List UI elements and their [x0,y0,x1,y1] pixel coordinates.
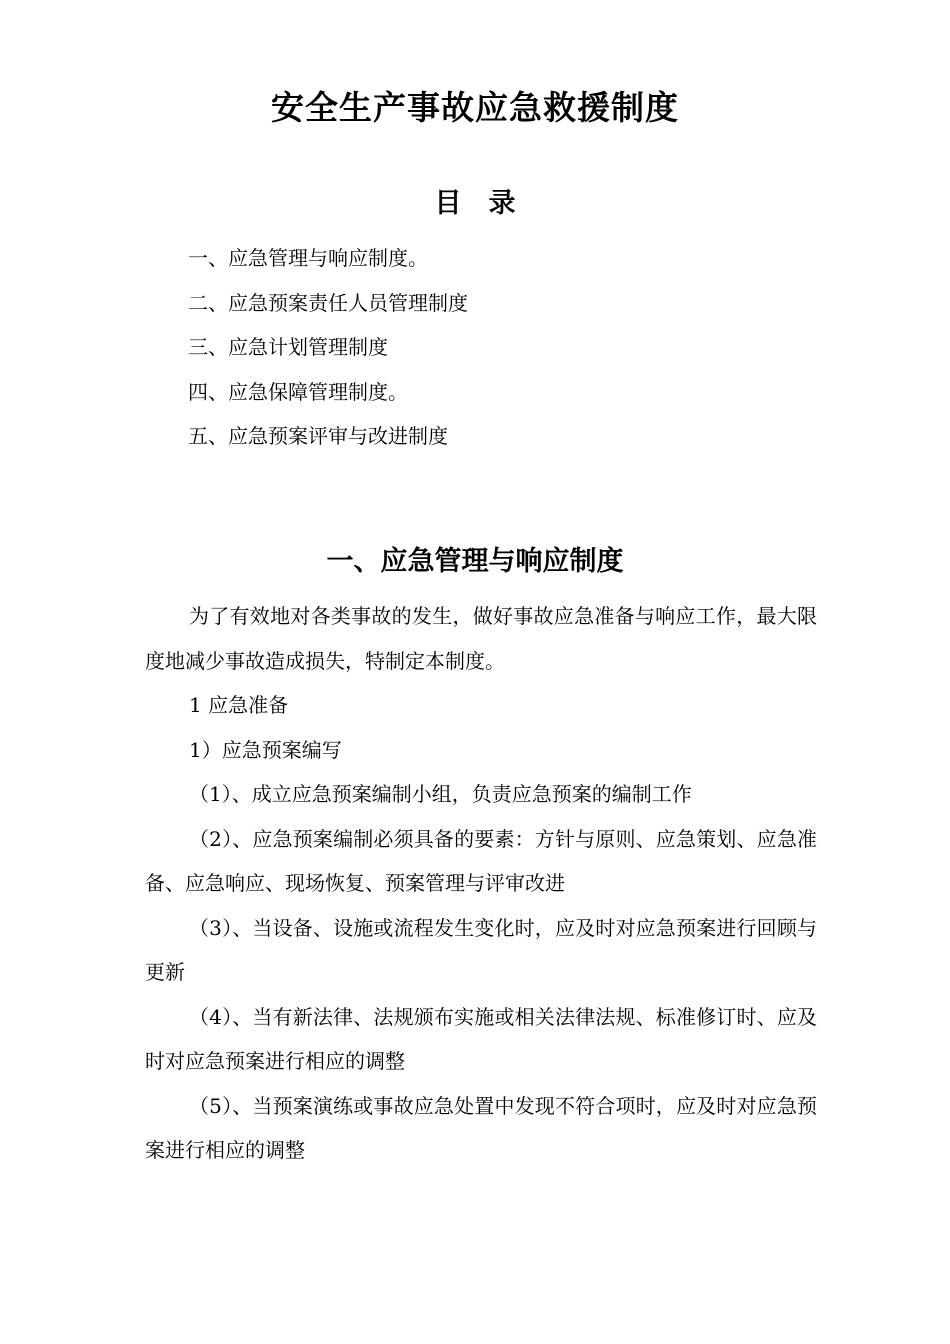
toc-item: 一、应急管理与响应制度。 [188,246,428,270]
toc-heading: 目 录 [434,188,516,219]
paragraph: （5）、当预案演练或事故应急处置中发现不符合项时，应及时对应急预案进行相应的调整 [145,1093,817,1162]
toc-item: 二、应急预案责任人员管理制度 [188,290,468,315]
paragraph: （4）、当有新法律、法规颁布实施或相关法律法规、标准修订时、应及时对应急预案进行相应的调整 [145,1004,817,1073]
section-title: 一、应急管理与响应制度 [326,546,624,577]
section-body [145,594,817,1173]
paragraph: 1）应急预案编写 [189,737,342,762]
table-of-contents [188,236,468,459]
toc-item: 四、应急保障管理制度。 [188,379,408,404]
paragraph: （3）、当设备、设施或流程发生变化时，应及时对应急预案进行回顾与更新 [145,915,817,984]
paragraph: 为了有效地对各类事故的发生，做好事故应急准备与响应工作，最大限度地减少事故造成损失，特制定本制度。 [145,604,817,673]
document-title: 安全生产事故应急救援制度 [271,88,679,127]
toc-item: 三、应急计划管理制度 [188,335,388,359]
paragraph: （2）、应急预案编制必须具备的要素：方针与原则、应急策划、应急准备、应急响应、现场恢复、预案管理与评审改进 [145,826,817,895]
paragraph: 1 应急准备 [189,693,289,717]
toc-item: 五、应急预案评审与改进制度 [188,424,448,448]
paragraph: （1）、成立应急预案编制小组，负责应急预案的编制工作 [189,782,692,806]
